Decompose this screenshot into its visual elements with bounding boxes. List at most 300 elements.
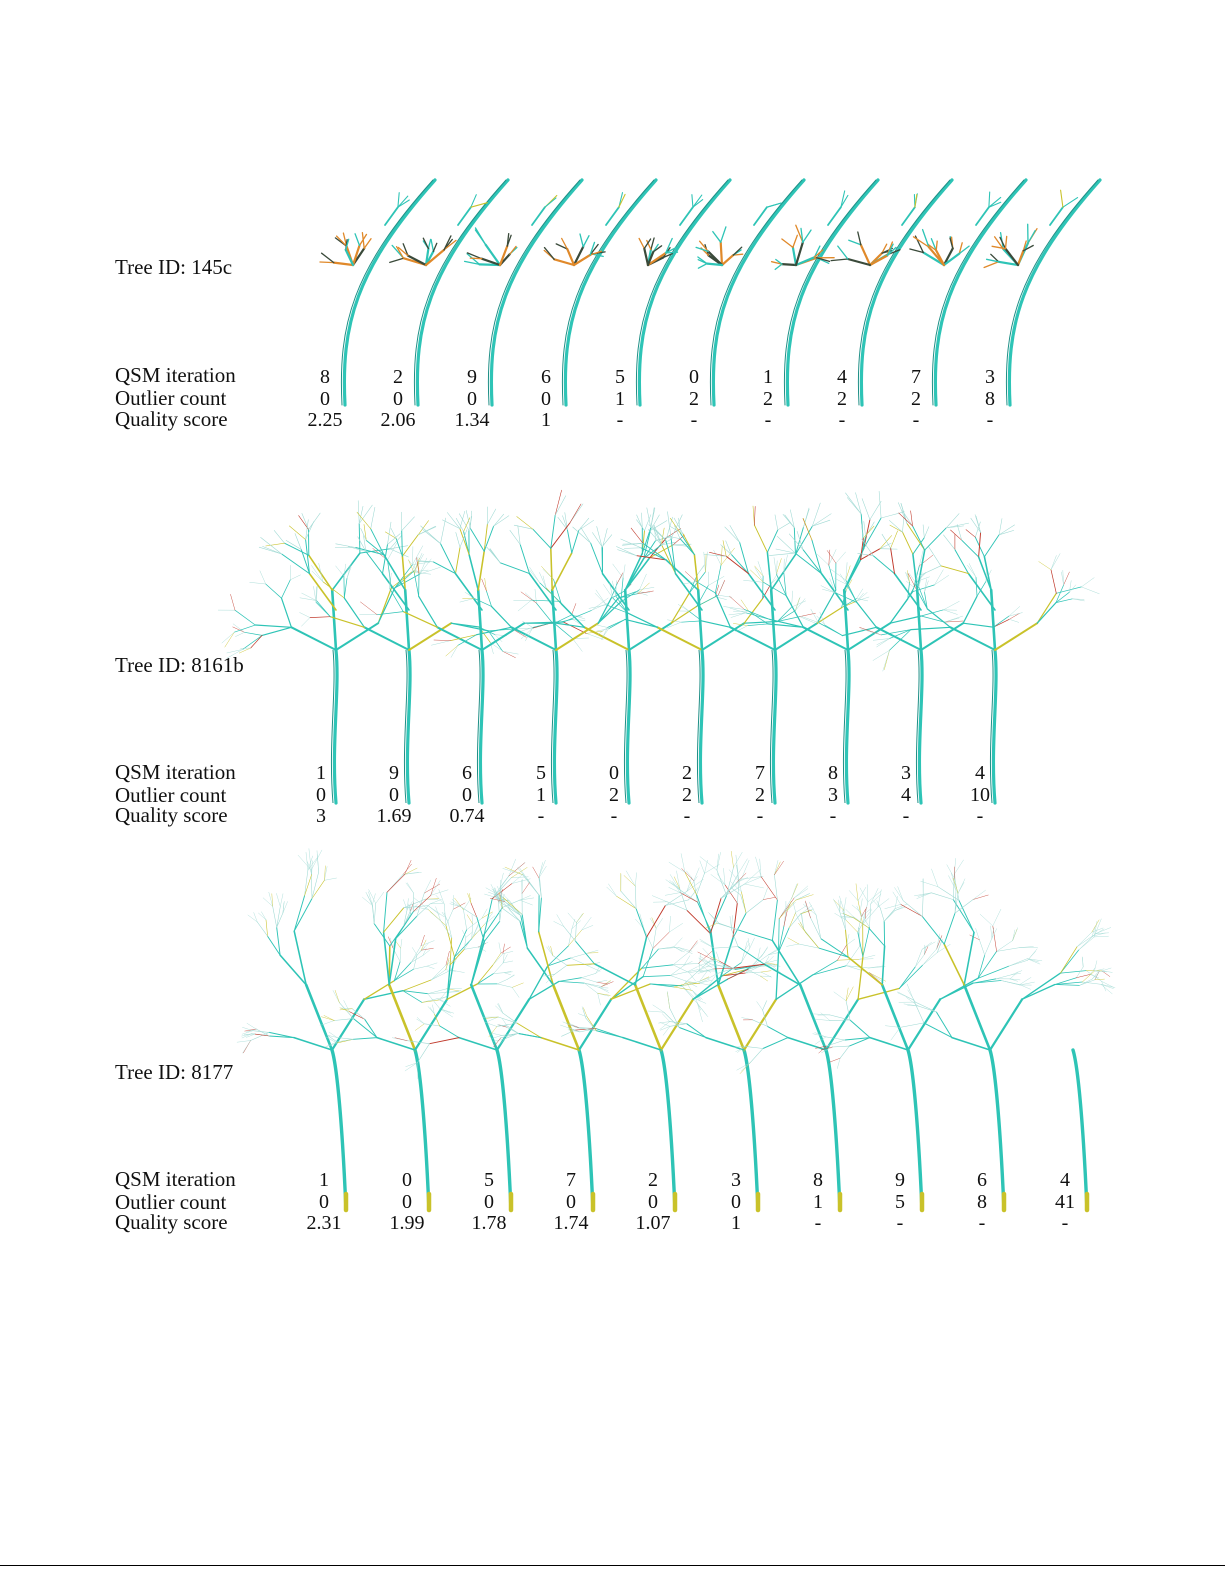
branch-segment: [405, 860, 411, 874]
branch-segment: [666, 252, 678, 253]
branch-segment: [1022, 973, 1060, 999]
branch-segment: [769, 553, 795, 556]
cell-qsm-iteration: 2: [648, 1169, 658, 1191]
branch-segment: [247, 1023, 256, 1029]
branch-segment: [312, 880, 324, 898]
branch-segment: [1082, 957, 1083, 967]
branch-segment: [647, 906, 666, 938]
branch-segment: [464, 910, 467, 930]
cell-quality-score: -: [1061, 1212, 1069, 1234]
branch-segment: [548, 958, 571, 966]
trunk: [700, 650, 703, 803]
branch-segment: [364, 239, 371, 249]
branch-segment: [355, 234, 359, 246]
branch-segment: [407, 883, 414, 893]
branch-segment: [950, 627, 995, 650]
branch-segment: [336, 623, 378, 650]
branch-segment: [858, 918, 866, 932]
branch-segment: [903, 532, 913, 554]
cell-qsm-iteration: 4: [837, 366, 847, 388]
branch-segment: [417, 1044, 429, 1063]
branch-segment: [583, 236, 589, 247]
branch-segment: [902, 207, 915, 225]
branch-segment: [492, 606, 512, 627]
branch-segment: [508, 975, 515, 979]
branch-segment: [830, 1058, 841, 1062]
branch-segment: [651, 238, 654, 250]
branch-segment: [891, 548, 895, 573]
branch-segment: [333, 991, 339, 1003]
branch-segment: [317, 586, 318, 600]
branch-segment: [999, 519, 1002, 535]
branch-segment: [813, 966, 847, 975]
branch-segment: [294, 1038, 332, 1050]
branch-segment: [637, 520, 645, 531]
branch-segment: [763, 888, 767, 900]
branch-segment: [631, 528, 643, 543]
branch-segment: [414, 966, 427, 969]
branch-segment: [973, 981, 1001, 984]
tree-model: [320, 860, 523, 1210]
branch-segment: [742, 1018, 753, 1020]
trunk: [990, 1050, 1004, 1210]
branch-segment: [848, 623, 890, 650]
branch-segment: [584, 983, 599, 987]
branch-segment: [237, 1041, 251, 1043]
branch-segment: [917, 590, 921, 650]
cell-quality-score: -: [616, 409, 624, 431]
branch-segment: [493, 953, 501, 965]
cell-outlier-count: 5: [895, 1191, 905, 1213]
branch-segment: [817, 590, 836, 623]
branch-segment: [235, 610, 255, 625]
branch-segment: [722, 969, 747, 975]
branch-segment: [255, 625, 291, 627]
branch-segment: [697, 566, 704, 575]
cell-qsm-iteration: 6: [977, 1169, 987, 1191]
branch-segment: [976, 577, 977, 596]
branch-segment: [262, 627, 291, 635]
cell-qsm-iteration: 5: [615, 366, 625, 388]
branch-segment: [738, 859, 747, 874]
branch-segment: [816, 915, 821, 939]
branch-segment: [727, 874, 739, 896]
branch-segment: [846, 580, 857, 602]
branch-segment: [396, 538, 402, 556]
branch-segment: [608, 619, 626, 627]
branch-segment: [1102, 981, 1106, 991]
branch-segment: [635, 873, 636, 886]
branch-segment: [877, 639, 890, 645]
branch-segment: [295, 534, 301, 550]
branch-segment: [669, 862, 685, 872]
branch-segment: [844, 590, 848, 650]
branch-segment: [539, 863, 542, 876]
branch-segment: [341, 1008, 352, 1009]
branch-segment: [777, 536, 795, 553]
branch-segment: [617, 896, 637, 908]
tree-model: [698, 857, 951, 1210]
branch-segment: [803, 508, 809, 527]
branch-segment: [689, 973, 695, 981]
branch-segment: [564, 927, 576, 942]
branch-segment: [469, 555, 478, 591]
branch-segment: [728, 969, 749, 979]
branch-segment: [360, 602, 377, 615]
tree-model: [360, 507, 611, 803]
tree-model: [636, 180, 730, 405]
branch-segment: [666, 880, 680, 890]
branch-segment: [698, 264, 707, 269]
branch-segment: [354, 1019, 378, 1038]
branch-segment: [697, 895, 711, 934]
branch-segment: [840, 901, 841, 912]
branch-segment: [498, 1003, 503, 1013]
branch-segment: [832, 1046, 849, 1047]
branch-segment: [625, 559, 643, 590]
branch-segment: [962, 540, 979, 557]
branch-segment: [259, 547, 282, 554]
cell-quality-score: -: [537, 805, 545, 827]
cell-quality-score: -: [902, 805, 910, 827]
branch-segment: [837, 1058, 840, 1068]
branch-segment: [873, 556, 894, 574]
branch-segment: [592, 533, 602, 548]
branch-segment: [764, 964, 800, 985]
branch-segment: [396, 911, 414, 938]
branch-segment: [884, 911, 895, 922]
branch-segment: [754, 207, 767, 225]
tree-panel-145c: [0, 150, 1225, 440]
branch-segment: [869, 928, 885, 946]
branch-segment: [364, 627, 409, 650]
branch-segment: [312, 872, 319, 899]
branch-segment: [796, 895, 814, 901]
branch-segment: [915, 949, 922, 967]
trunk: [554, 650, 557, 803]
branch-segment: [431, 878, 437, 895]
branch-segment: [572, 604, 576, 615]
branch-segment: [263, 898, 273, 907]
branch-segment: [494, 963, 504, 974]
tree-model: [860, 515, 1100, 803]
branch-segment: [681, 621, 702, 622]
branch-segment: [705, 860, 708, 873]
branch-segment: [431, 240, 433, 252]
branch-segment: [545, 198, 556, 207]
branch-segment: [322, 253, 334, 262]
branch-segment: [475, 230, 485, 245]
branch-segment: [294, 899, 312, 932]
branch-segment: [514, 600, 532, 601]
branch-segment: [520, 545, 529, 574]
branch-segment: [403, 900, 407, 910]
cell-qsm-iteration: 3: [901, 762, 911, 784]
branch-segment: [1081, 587, 1099, 594]
branch-segment: [741, 948, 749, 962]
cell-quality-score: 2.06: [380, 409, 416, 431]
branch-segment: [621, 891, 636, 909]
branch-segment: [598, 598, 611, 623]
branch-segment: [776, 549, 795, 553]
tree-model: [483, 860, 716, 1210]
branch-segment: [503, 951, 513, 953]
branch-segment: [923, 949, 937, 965]
branch-segment: [466, 932, 473, 937]
cell-outlier-count: 3: [828, 784, 838, 806]
branch-segment: [642, 513, 643, 528]
branch-segment: [266, 920, 268, 936]
cell-qsm-iteration: 1: [319, 1169, 329, 1191]
branch-segment: [505, 902, 523, 915]
branch-segment: [409, 623, 451, 650]
branch-segment: [623, 565, 625, 578]
branch-segment: [243, 1041, 251, 1054]
branch-segment: [305, 870, 308, 896]
branch-segment: [482, 623, 524, 650]
branch-segment: [261, 537, 282, 554]
branch-segment: [861, 907, 866, 916]
tree-model: [1073, 1050, 1087, 1210]
branch-segment: [736, 855, 738, 874]
cell-quality-score: -: [978, 1212, 986, 1234]
branch-segment: [922, 942, 935, 949]
branch-segment: [551, 548, 552, 590]
branch-segment: [222, 632, 234, 643]
branch-segment: [812, 503, 820, 526]
branch-segment: [717, 874, 725, 885]
tree-id-label: Tree ID: 145c: [115, 255, 233, 279]
branch-segment: [826, 999, 858, 1050]
branch-segment: [838, 959, 860, 960]
cell-qsm-iteration: 4: [1060, 1169, 1070, 1191]
branch-segment: [497, 999, 529, 1050]
branch-segment: [598, 598, 618, 623]
branch-segment: [512, 983, 523, 988]
branch-segment: [738, 930, 772, 941]
cell-outlier-count: 0: [566, 1191, 576, 1213]
branch-segment: [858, 988, 899, 999]
cell-quality-score: 2.31: [306, 1212, 342, 1234]
trunk: [332, 1050, 346, 1210]
branch-segment: [744, 599, 762, 624]
branch-segment: [919, 587, 927, 609]
branch-segment: [803, 230, 811, 242]
branch-segment: [308, 858, 317, 870]
branch-segment: [812, 520, 830, 526]
cell-quality-score: -: [829, 805, 837, 827]
branch-segment: [711, 875, 725, 885]
trunk: [334, 650, 337, 803]
branch-segment: [848, 957, 882, 985]
cell-outlier-count: 0: [316, 784, 326, 806]
trunk: [491, 180, 582, 405]
branch-segment: [721, 545, 732, 555]
branch-segment: [652, 896, 667, 902]
cell-qsm-iteration: 2: [682, 762, 692, 784]
row-label-outliers: Outlier count: [115, 783, 227, 807]
branch-segment: [889, 520, 902, 532]
branch-segment: [402, 517, 415, 531]
branch-segment: [402, 535, 418, 556]
branch-segment: [707, 264, 722, 265]
branch-segment: [266, 584, 282, 598]
row-label-outliers: Outlier count: [115, 1190, 227, 1214]
branch-segment: [880, 543, 891, 549]
branch-segment: [556, 623, 598, 650]
cell-qsm-iteration: 7: [911, 366, 921, 388]
branch-segment: [332, 590, 336, 650]
branch-segment: [599, 988, 609, 993]
branch-segment: [340, 1009, 352, 1010]
branch-segment: [993, 619, 1009, 627]
branch-segment: [571, 953, 588, 958]
branch-segment: [374, 903, 376, 923]
branch-segment: [796, 527, 804, 554]
branch-segment: [944, 601, 960, 610]
branch-segment: [430, 899, 441, 903]
branch-segment: [446, 926, 455, 957]
branch-segment: [803, 627, 848, 650]
branch-segment: [478, 590, 482, 650]
branch-segment: [451, 645, 458, 657]
branch-segment: [830, 1020, 850, 1021]
branch-segment: [786, 596, 803, 628]
branch-segment: [415, 1024, 424, 1031]
branch-segment: [289, 526, 305, 540]
branch-segment: [467, 915, 473, 924]
branch-segment: [316, 602, 330, 617]
cell-qsm-iteration: 1: [316, 762, 326, 784]
branch-segment: [533, 529, 551, 548]
branch-segment: [579, 520, 594, 530]
cell-outlier-count: 2: [911, 388, 921, 410]
branch-segment: [993, 616, 1009, 627]
branch-segment: [366, 552, 383, 574]
branch-segment: [724, 868, 726, 885]
branch-segment: [997, 941, 1013, 952]
branch-segment: [497, 984, 512, 988]
branch-segment: [372, 894, 375, 905]
branch-segment: [867, 885, 868, 902]
branch-segment: [487, 509, 495, 524]
branch-segment: [385, 207, 398, 225]
branch-segment: [876, 627, 921, 650]
branch-segment: [414, 573, 418, 596]
trunk: [480, 650, 483, 803]
branch-segment: [931, 893, 953, 900]
branch-segment: [741, 860, 749, 879]
branch-segment: [698, 1004, 703, 1022]
branch-segment: [731, 851, 733, 867]
branch-segment: [737, 875, 741, 892]
branch-segment: [427, 966, 434, 968]
cell-outlier-count: 2: [689, 388, 699, 410]
branch-segment: [711, 964, 734, 968]
branch-segment: [721, 548, 735, 565]
branch-segment: [1061, 971, 1087, 974]
branch-segment: [653, 1005, 664, 1012]
branch-segment: [602, 535, 612, 547]
branch-segment: [771, 555, 795, 591]
branch-segment: [434, 640, 451, 641]
branch-segment: [821, 939, 848, 957]
branch-segment: [947, 865, 955, 880]
branch-segment: [431, 965, 446, 980]
branch-segment: [1009, 960, 1028, 966]
branch-segment: [499, 943, 501, 953]
branch-segment: [789, 914, 800, 928]
trunk: [787, 180, 878, 405]
branch-segment: [708, 974, 717, 979]
branch-segment: [582, 973, 596, 977]
branch-segment: [545, 248, 555, 260]
branch-segment: [1076, 974, 1090, 977]
branch-segment: [682, 605, 689, 611]
branch-segment: [772, 900, 777, 941]
branch-segment: [750, 938, 755, 948]
branch-segment: [412, 948, 417, 956]
branch-segment: [800, 617, 815, 624]
branch-segment: [669, 916, 670, 932]
branch-segment: [763, 1000, 767, 1010]
cell-qsm-iteration: 5: [484, 1169, 494, 1191]
branch-segment: [991, 926, 992, 938]
branch-segment: [838, 246, 848, 259]
branch-segment: [447, 513, 460, 529]
branch-segment: [335, 990, 339, 1002]
branch-segment: [936, 241, 937, 250]
branch-segment: [774, 862, 780, 875]
branch-segment: [882, 985, 908, 1050]
branch-segment: [555, 496, 566, 515]
branch-segment: [667, 902, 687, 911]
trunk: [565, 180, 656, 405]
branch-segment: [261, 912, 266, 920]
branch-segment: [451, 623, 488, 631]
branch-segment: [944, 913, 955, 944]
branch-segment: [882, 946, 884, 985]
branch-segment: [336, 544, 356, 548]
branch-segment: [991, 590, 995, 650]
branch-segment: [493, 954, 503, 966]
branch-segment: [899, 513, 913, 526]
branch-segment: [862, 499, 870, 520]
branch-segment: [905, 572, 909, 582]
branch-segment: [734, 852, 743, 867]
branch-segment: [944, 610, 958, 615]
branch-segment: [976, 516, 981, 532]
branch-segment: [679, 1028, 706, 1038]
branch-segment: [285, 543, 309, 555]
branch-segment: [925, 579, 927, 592]
branch-segment: [300, 613, 310, 618]
branch-segment: [472, 915, 473, 923]
branch-segment: [518, 600, 531, 611]
branch-segment: [870, 501, 881, 519]
branch-segment: [635, 985, 661, 1050]
branch-segment: [830, 568, 846, 580]
branch-segment: [594, 964, 635, 985]
cell-outlier-count: 0: [402, 1191, 412, 1213]
branch-segment: [294, 896, 304, 932]
branch-segment: [793, 247, 796, 265]
branch-segment: [597, 980, 607, 982]
branch-segment: [1013, 928, 1018, 941]
branch-segment: [305, 874, 312, 895]
branch-segment: [539, 860, 545, 875]
branch-segment: [775, 515, 778, 530]
